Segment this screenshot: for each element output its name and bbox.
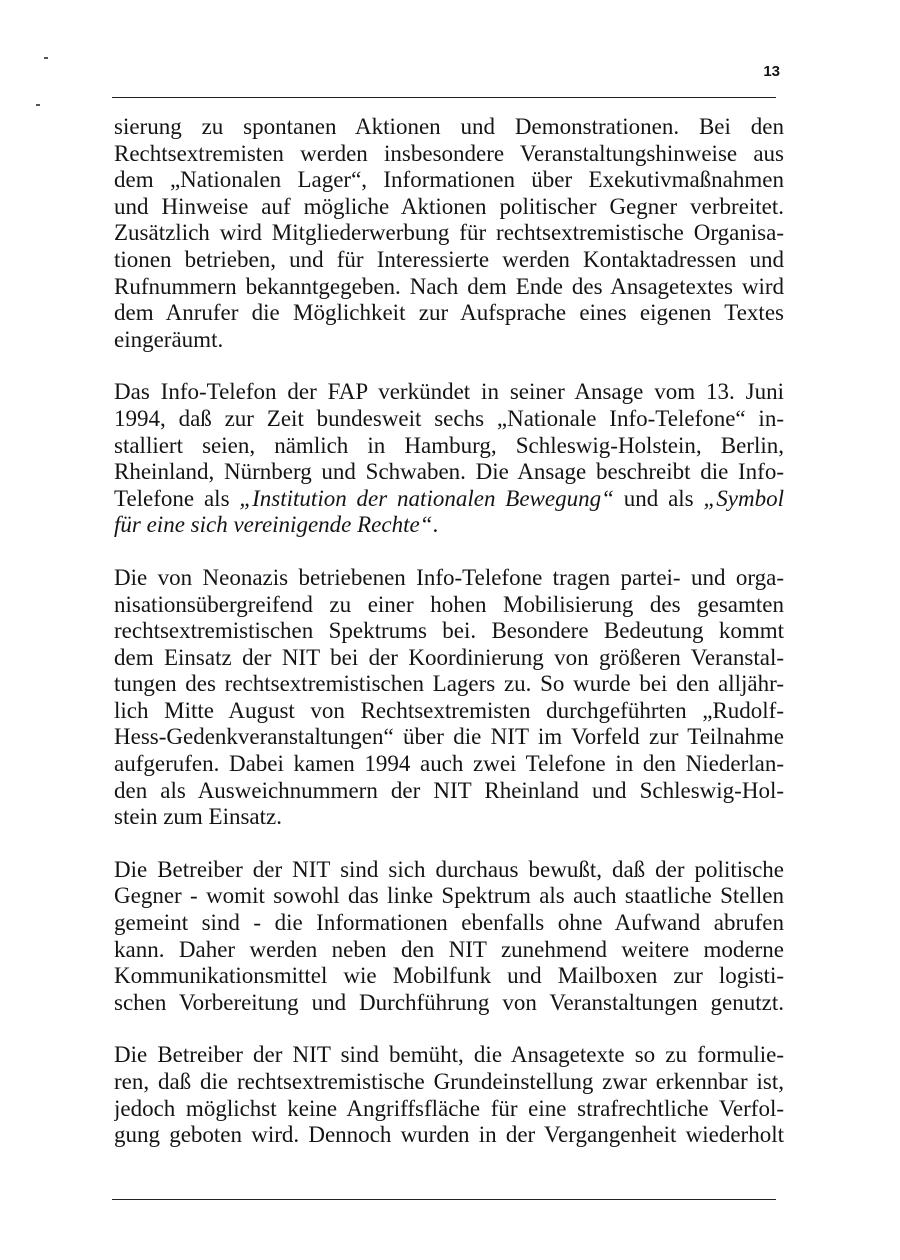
text-line: dem Anrufer die Möglichkeit zur Aufsprache eines eigenen Textes <box>114 300 784 326</box>
paragraph-2 <box>114 379 784 539</box>
header-rule <box>112 97 776 98</box>
text-line: ren, daß die rechtsextremistische Grundeinstellung zwar erkennbar ist, <box>114 1069 784 1094</box>
paragraph-3 <box>114 565 784 831</box>
text-line: schen Vorbereitung und Durchführung von Veranstaltungen genutzt. <box>114 989 784 1015</box>
text-line: stalliert seien, nämlich in Hamburg, Schleswig-Holstein, Berlin, <box>114 432 784 458</box>
text-line: dem „Nationalen Lager“, Informationen über Exekutivmaßnahmen <box>114 167 784 193</box>
text-line: Das Info-Telefon der FAP verkündet in seiner Ansage vom 13. Juni <box>114 379 784 405</box>
text-line: nisationsübergreifend zu einer hohen Mobilisierung des gesamten <box>114 591 784 617</box>
text-line: sierung zu spontanen Aktionen und Demonstrationen. Bei den <box>114 114 784 139</box>
scan-mark-bottom <box>36 104 40 106</box>
text-line-with-quotes <box>114 512 784 539</box>
quote-symbol-end: für eine sich vereinigende Rechte“ <box>114 512 433 538</box>
text-line: 1994, daß zur Zeit bundesweit sechs „Nationale Info-Telefone“ in- <box>114 405 784 431</box>
paragraph-4 <box>114 857 784 1017</box>
quote-institution: „Institution der nationalen Bewegung“ <box>239 485 614 511</box>
text-line: rechtsextremistischen Spektrums bei. Besondere Bedeutung kommt <box>114 618 784 644</box>
text-line-with-quotes <box>114 486 784 513</box>
scan-mark-top <box>44 57 48 59</box>
text-line: tionen betrieben, und für Interessierte werden Kontaktadressen und <box>114 246 784 272</box>
text-line: gemeint sind - die Informationen ebenfalls ohne Aufwand abrufen <box>114 910 784 936</box>
page-number: 13 <box>763 63 780 80</box>
text-line: jedoch möglichst keine Angriffsfläche für eine strafrechtliche Verfol- <box>114 1095 784 1121</box>
text-line: Kommunikationsmittel wie Mobilfunk und Mailboxen zur logisti- <box>114 963 784 989</box>
text-line: den als Ausweichnummern der NIT Rheinland und Schleswig-Hol- <box>114 777 784 803</box>
text-line: dem Einsatz der NIT bei der Koordinierung von größeren Veranstal- <box>114 644 784 670</box>
text-line: aufgerufen. Dabei kamen 1994 auch zwei Telefone in den Niederlan- <box>114 751 784 777</box>
text-line: Rheinland, Nürnberg und Schwaben. Die Ansage beschreibt die Info- <box>114 459 784 485</box>
text-fragment: Telefone als <box>114 485 240 511</box>
text-line: Die von Neonazis betriebenen Info-Telefone tragen partei- und orga- <box>114 564 784 590</box>
text-fragment: . <box>432 512 439 538</box>
text-line: stein zum Einsatz. <box>114 804 282 830</box>
text-line: Die Betreiber der NIT sind bemüht, die Ansagetexte so zu formulie- <box>114 1042 784 1068</box>
text-line: eingeräumt. <box>114 326 224 352</box>
text-line: Gegner - womit sowohl das linke Spektrum als auch staatliche Stellen <box>114 883 784 909</box>
text-fragment: und als <box>613 485 704 511</box>
text-line: tungen des rechtsextremistischen Lagers zu. So wurde bei den alljähr- <box>114 671 784 697</box>
text-line: Hess-Gedenkveranstaltungen“ über die NIT im Vorfeld zur Teilnahme <box>114 724 784 750</box>
footer-rule <box>112 1199 776 1200</box>
text-line: gung geboten wird. Dennoch wurden in der Vergangenheit wiederholt <box>114 1122 784 1148</box>
text-line: Zusätzlich wird Mitgliederwerbung für rechtsextremistische Organisa- <box>114 220 784 246</box>
quote-symbol-start: „Symbol <box>703 485 784 511</box>
text-line: lich Mitte August von Rechtsextremisten durchgeführten „Rudolf- <box>114 697 784 723</box>
text-line: und Hinweise auf mögliche Aktionen politischer Gegner verbreitet. <box>114 193 784 219</box>
text-line: Die Betreiber der NIT sind sich durchaus bewußt, daß der politische <box>114 856 784 882</box>
paragraph-1 <box>114 114 784 353</box>
text-line: Rechtsextremisten werden insbesondere Veranstaltungshinweise aus <box>114 140 784 166</box>
text-line: Rufnummern bekanntgegeben. Nach dem Ende des Ansagetextes wird <box>114 273 784 299</box>
paragraph-5 <box>114 1042 784 1148</box>
text-line: kann. Daher werden neben den NIT zunehmend weitere moderne <box>114 936 784 962</box>
page-body <box>114 114 784 1175</box>
